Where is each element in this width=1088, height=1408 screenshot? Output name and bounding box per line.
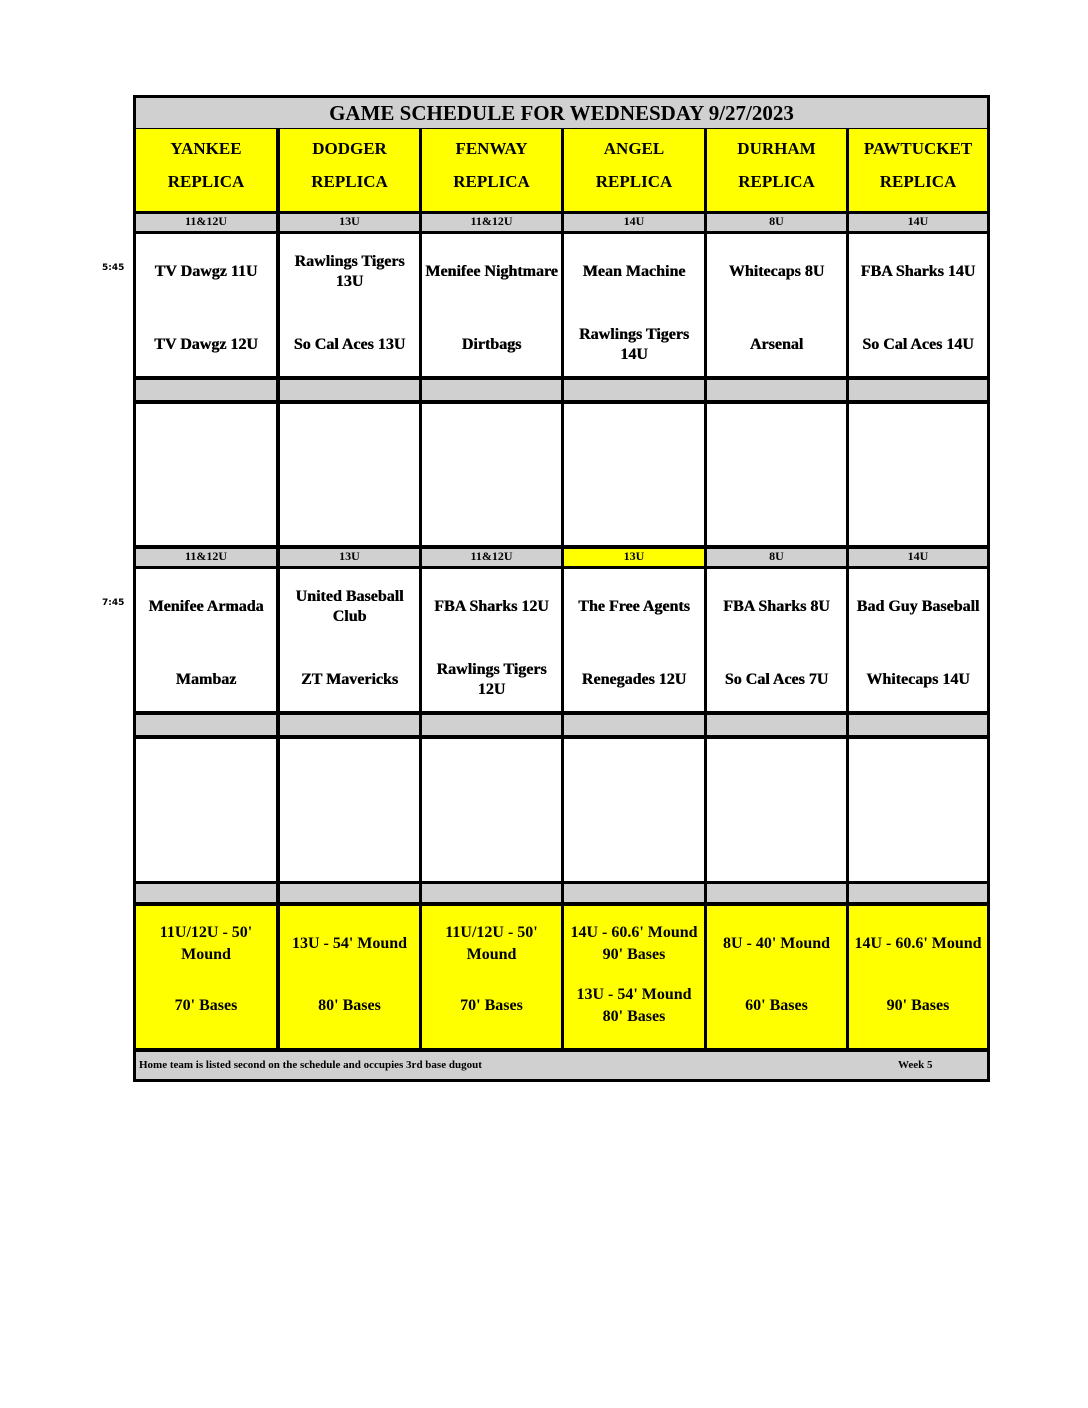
home-team: Mambaz [175, 671, 237, 688]
separator-bar [707, 380, 846, 400]
game-cell [422, 569, 561, 711]
away-team: FBA Sharks 14U [860, 263, 976, 280]
home-team: Rawlings Tigers 12U [436, 661, 547, 698]
age-group-label: 13U [280, 549, 419, 566]
separator-bar [564, 715, 704, 735]
age-group-label: 14U [849, 214, 987, 231]
home-team: Dirtbags [461, 336, 522, 353]
home-team: So Cal Aces 14U [862, 336, 974, 353]
field-info-bases: 70' Bases [460, 997, 523, 1014]
age-group-label: 13U [564, 549, 704, 566]
empty-slot [564, 739, 704, 881]
game-cell [707, 569, 846, 711]
footer-note: Home team is listed second on the schedule and occupies 3rd base dugout [139, 1059, 482, 1071]
away-team: Menifee Nightmare [425, 263, 558, 280]
field-info-cell [136, 906, 276, 1048]
field-info-cell [564, 906, 704, 1048]
field-info-bases: 90' Bases [886, 997, 950, 1014]
game-cell [849, 569, 987, 711]
away-team: FBA Sharks 12U [434, 598, 549, 615]
empty-slot [707, 739, 846, 881]
away-team: TV Dawgz 11U [154, 263, 258, 280]
game-cell [136, 569, 276, 711]
field-header [707, 129, 846, 211]
field-type: REPLICA [167, 172, 245, 191]
field-name: YANKEE [170, 139, 242, 158]
empty-slot [849, 404, 987, 545]
field-header [136, 129, 276, 211]
schedule-table [133, 95, 990, 1082]
field-info-cell [280, 906, 419, 1048]
field-info-mound: 11U/12U - 50' Mound [159, 924, 253, 963]
field-type: REPLICA [453, 172, 530, 191]
field-name: DURHAM [737, 139, 816, 158]
game-cell [280, 234, 419, 376]
empty-slot [136, 404, 276, 545]
field-info-mound: 14U - 60.6' Mound [854, 935, 982, 952]
field-info-cell [707, 906, 846, 1048]
field-name: ANGEL [603, 139, 665, 158]
week-label: Week 5 [898, 1059, 933, 1071]
field-info-bases: 13U - 54' Mound 80' Bases [576, 986, 692, 1025]
time-label-slot-2: 7:45 [102, 598, 125, 608]
away-team: Bad Guy Baseball [856, 598, 980, 615]
field-header [564, 129, 704, 211]
game-cell [280, 569, 419, 711]
time-label-slot-1: 5:45 [102, 263, 125, 273]
home-team: ZT Mavericks [300, 671, 399, 688]
field-type: REPLICA [595, 172, 673, 191]
home-team: Arsenal [749, 336, 804, 353]
field-header [280, 129, 419, 211]
field-info-cell [849, 906, 987, 1048]
age-group-label: 8U [707, 214, 846, 231]
field-info-mound: 14U - 60.6' Mound 90' Bases [570, 924, 698, 963]
separator-bar [422, 884, 561, 902]
game-cell [564, 569, 704, 711]
field-name: FENWAY [455, 139, 528, 158]
game-cell [707, 234, 846, 376]
field-info-mound: 11U/12U - 50' Mound [445, 924, 538, 963]
away-team: FBA Sharks 8U [723, 598, 830, 615]
field-header [849, 129, 987, 211]
home-team: So Cal Aces 13U [293, 336, 406, 353]
separator-bar [564, 884, 704, 902]
age-group-label: 13U [280, 214, 419, 231]
home-team: Rawlings Tigers 14U [578, 326, 690, 363]
separator-bar [136, 715, 276, 735]
home-team: So Cal Aces 7U [724, 671, 829, 688]
field-type: REPLICA [311, 172, 388, 191]
separator-bar [849, 380, 987, 400]
away-team: Menifee Armada [148, 598, 264, 615]
age-group-label: 11&12U [136, 549, 276, 566]
empty-slot [280, 404, 419, 545]
field-name: DODGER [312, 139, 387, 158]
away-team: The Free Agents [578, 598, 690, 615]
away-team: Mean Machine [582, 263, 686, 280]
separator-bar [280, 380, 419, 400]
empty-slot [280, 739, 419, 881]
empty-slot [849, 739, 987, 881]
separator-bar [280, 715, 419, 735]
game-cell [136, 234, 276, 376]
field-info-cell [422, 906, 561, 1048]
separator-bar [136, 884, 276, 902]
age-group-label: 11&12U [422, 549, 561, 566]
field-header [422, 129, 561, 211]
field-type: REPLICA [879, 172, 957, 191]
home-team: Renegades 12U [581, 671, 687, 688]
home-team: TV Dawgz 12U [154, 336, 258, 353]
game-cell [422, 234, 561, 376]
away-team: Whitecaps 8U [728, 263, 825, 280]
age-group-label: 8U [707, 549, 846, 566]
separator-bar [136, 380, 276, 400]
field-info-bases: 80' Bases [318, 997, 381, 1014]
separator-bar [849, 884, 987, 902]
separator-bar [280, 884, 419, 902]
empty-slot [422, 739, 561, 881]
age-group-label: 14U [564, 214, 704, 231]
away-team: United Baseball Club [295, 588, 404, 625]
age-group-label: 14U [849, 549, 987, 566]
field-info-bases: 70' Bases [174, 997, 238, 1014]
empty-slot [136, 739, 276, 881]
home-team: Whitecaps 14U [866, 671, 970, 688]
separator-bar [564, 380, 704, 400]
separator-bar [422, 715, 561, 735]
separator-bar [849, 715, 987, 735]
field-info-mound: 13U - 54' Mound [291, 935, 408, 952]
field-name: PAWTUCKET [863, 139, 973, 158]
empty-slot [422, 404, 561, 545]
footer-bar [136, 1052, 987, 1079]
age-group-label: 11&12U [422, 214, 561, 231]
separator-bar [707, 884, 846, 902]
game-cell [564, 234, 704, 376]
empty-slot [707, 404, 846, 545]
away-team: Rawlings Tigers 13U [294, 253, 405, 290]
field-info-mound: 8U - 40' Mound [722, 935, 831, 952]
empty-slot [564, 404, 704, 545]
separator-bar [422, 380, 561, 400]
game-cell [849, 234, 987, 376]
schedule-title: GAME SCHEDULE FOR WEDNESDAY 9/27/2023 [136, 98, 987, 128]
age-group-label: 11&12U [136, 214, 276, 231]
field-info-bases: 60' Bases [745, 997, 808, 1014]
field-type: REPLICA [738, 172, 815, 191]
separator-bar [707, 715, 846, 735]
